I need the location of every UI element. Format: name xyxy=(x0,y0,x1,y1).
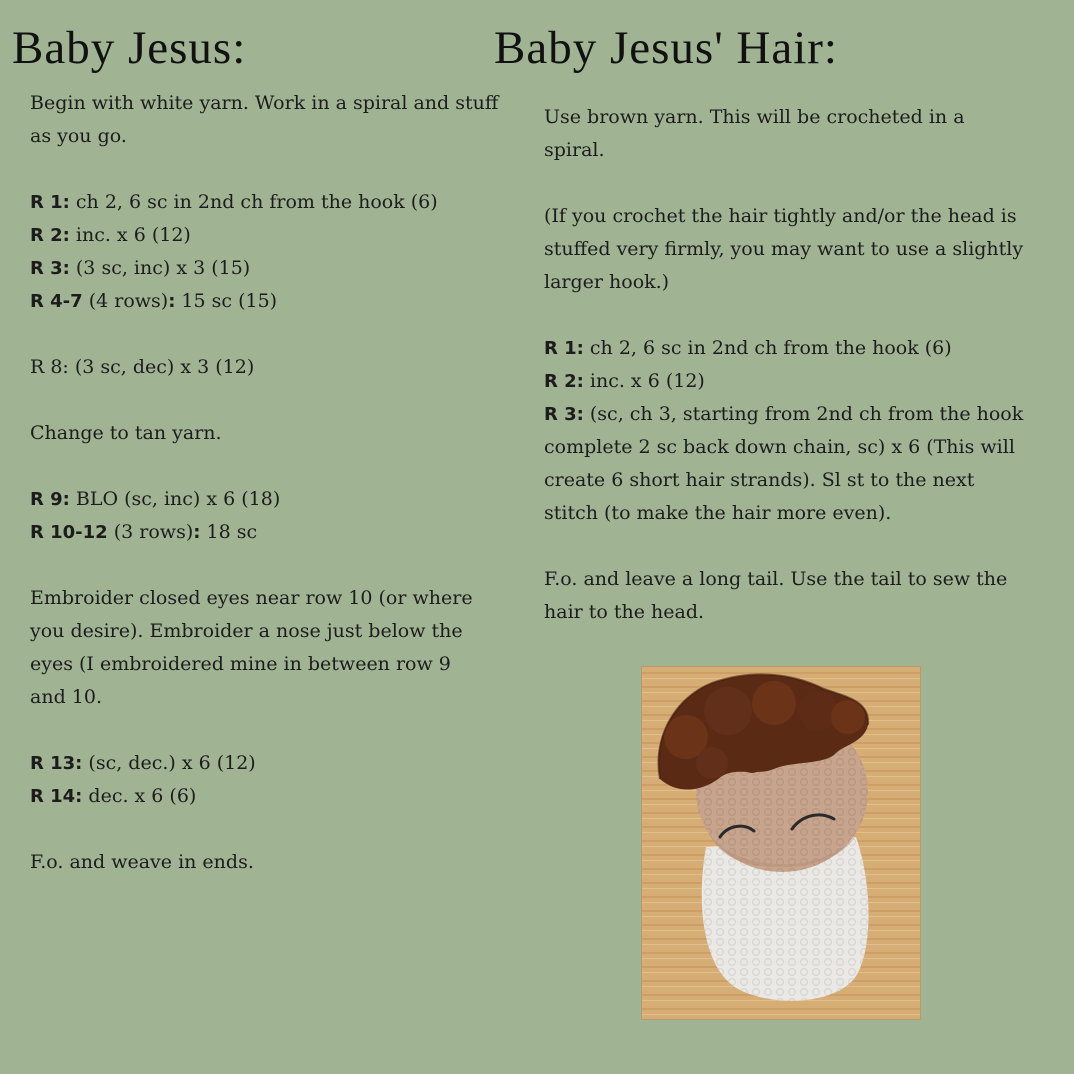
right-instructions xyxy=(544,101,1044,629)
page-title-baby-jesus-hair: Baby Jesus' Hair: xyxy=(494,22,838,74)
finish-note: F.o. and weave in ends. xyxy=(30,851,254,873)
round-line: R 1: ch 2, 6 sc in 2nd ch from the hook (6) xyxy=(544,337,952,359)
round-line: R 14: dec. x 6 (6) xyxy=(30,785,197,807)
amigurumi-photo xyxy=(641,666,921,1020)
embroider-note: Embroider closed eyes near row 10 (or where you desire). Embroider a nose just below the eyes (I embroidered mine in between row 9 and 10. xyxy=(30,587,473,708)
left-intro: Begin with white yarn. Work in a spiral and stuff as you go. xyxy=(30,92,499,147)
round-8: R 8: (3 sc, dec) x 3 (12) xyxy=(30,356,255,378)
amigurumi-illustration xyxy=(642,667,921,1020)
change-yarn-note: Change to tan yarn. xyxy=(30,422,222,444)
right-intro: Use brown yarn. This will be crocheted in a spiral. xyxy=(544,106,965,161)
round-line: R 10-12 (3 rows): 18 sc xyxy=(30,521,258,543)
round-line: R 2: inc. x 6 (12) xyxy=(30,224,191,246)
round-line: R 1: ch 2, 6 sc in 2nd ch from the hook (6) xyxy=(30,191,438,213)
round-line: R 4-7 (4 rows): 15 sc (15) xyxy=(30,290,278,312)
left-instructions xyxy=(30,87,500,879)
right-finish-note: F.o. and leave a long tail. Use the tail to sew the hair to the head. xyxy=(544,568,1008,623)
hook-note: (If you crochet the hair tightly and/or the head is stuffed very firmly, you may want to use a slightly larger hook.) xyxy=(544,205,1024,293)
page-title-baby-jesus: Baby Jesus: xyxy=(12,22,247,74)
round-line: R 3: (sc, ch 3, starting from 2nd ch from the hook complete 2 sc back down chain, sc) x 6 (This will create 6 short hair strands). Sl st to the next stitch (to make the hair more even). xyxy=(544,403,1024,524)
round-line: R 3: (3 sc, inc) x 3 (15) xyxy=(30,257,251,279)
round-line: R 13: (sc, dec.) x 6 (12) xyxy=(30,752,256,774)
round-line: R 9: BLO (sc, inc) x 6 (18) xyxy=(30,488,281,510)
round-line: R 2: inc. x 6 (12) xyxy=(544,370,705,392)
